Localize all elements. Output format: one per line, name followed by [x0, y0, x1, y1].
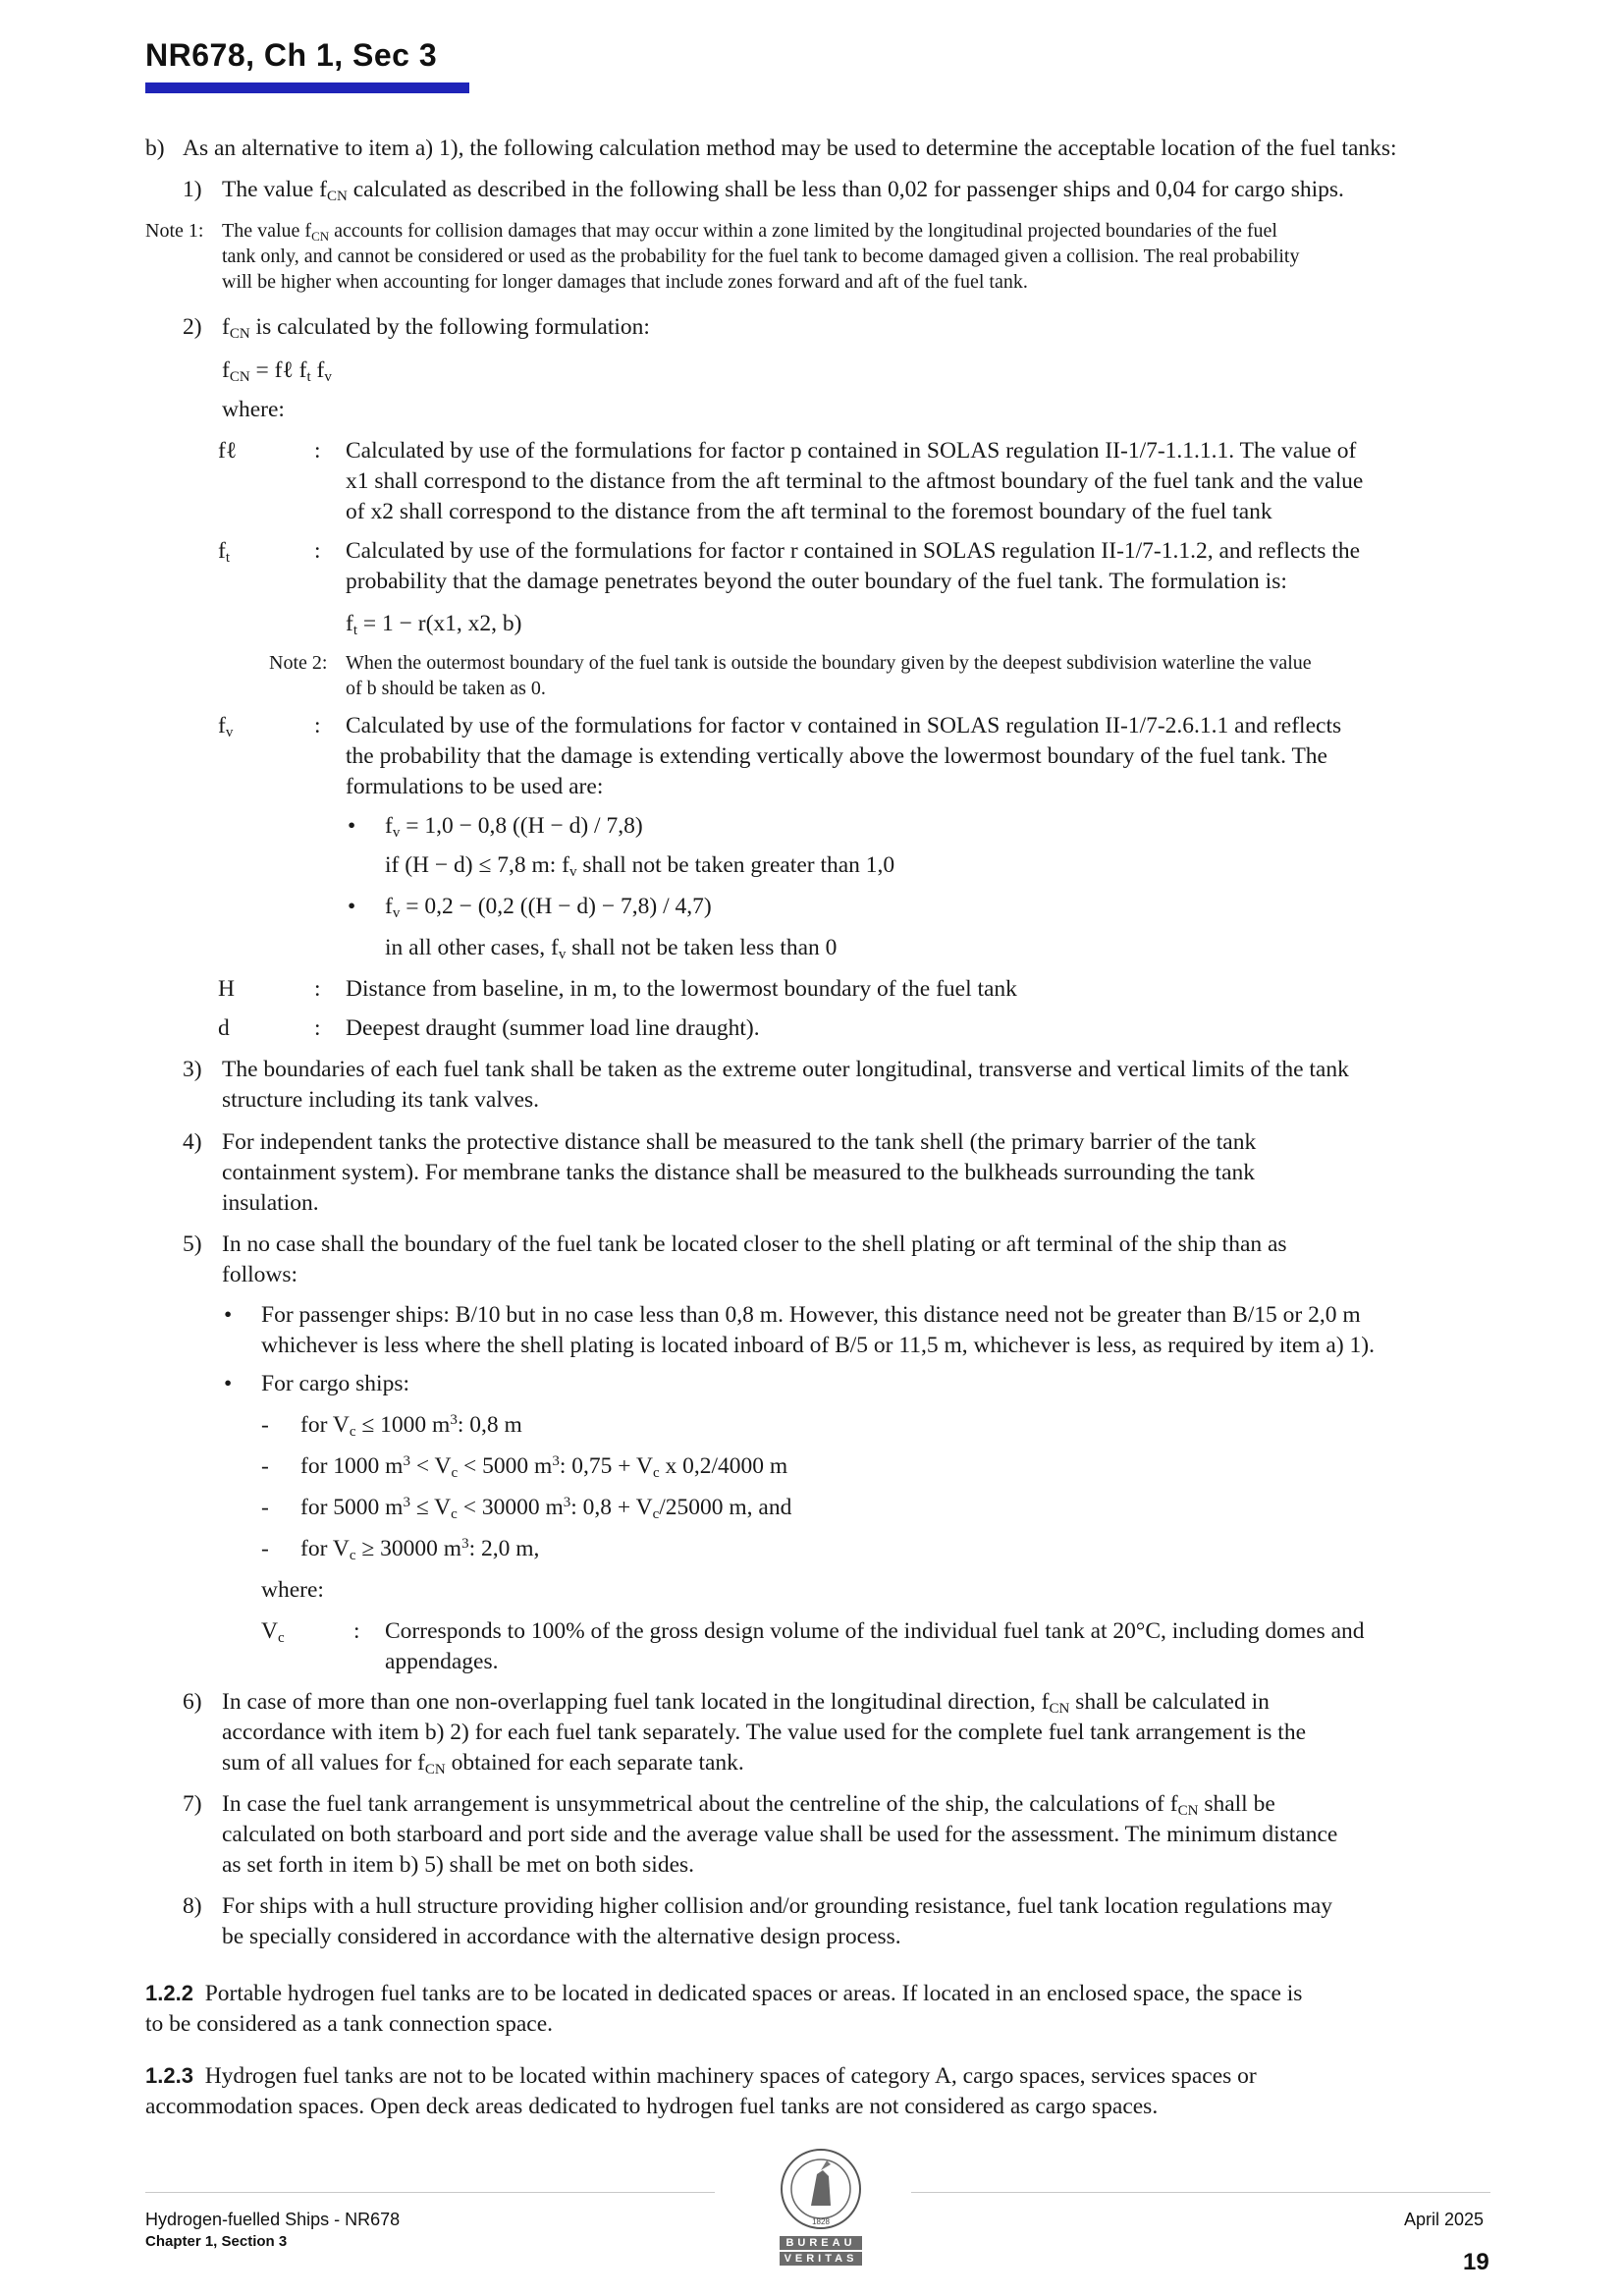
- item-7-text: In case the fuel tank arrangement is unsymmetrical about the centreline of the ship, the calculations of $f_{CN}$ shall be calculated on both starboard and port side and the average value shall be used for the assessment. The minimum distance as set forth in item b) 5) shall be met on both sides.: [222, 1791, 1338, 1878]
- item-5-text: In no case shall the boundary of the fuel tank be located closer to the shell plating or aft terminal of the ship than as follows:: [222, 1231, 1287, 1287]
- fv-formula-1: $f_v = 1,0 - 0,8$ ((H − d) / 7,8): [385, 813, 643, 841]
- def-d-text: Deepest draught (summer load line draught).: [346, 1015, 760, 1041]
- def-colon: :: [314, 538, 321, 564]
- fv-formula-2: $f_v = 0,2 - (0,2$ ((H − d) − 7,8) / 4,7): [385, 894, 712, 921]
- item-3-text: The boundaries of each fuel tank shall be taken as the extreme outer longitudinal, transverse and vertical limits of the tank structure including its tank valves.: [222, 1057, 1349, 1113]
- item-6-num: 6): [183, 1689, 202, 1715]
- def-fv-text: Calculated by use of the formulations for factor v contained in SOLAS regulation II-1/7-2.6.1.1 and reflects the probability that the damage is extending vertically above the lowermost boundary of the fuel tank. The formulations to be used are:: [346, 713, 1342, 799]
- page-header-title: NR678, Ch 1, Sec 3: [145, 37, 438, 73]
- def-colon: :: [314, 713, 321, 738]
- def-colon: :: [353, 1618, 360, 1644]
- fv-condition-1: if (H − d) ≤ 7,8 m: $f_v$ shall not be taken greater than 1,0: [385, 852, 895, 880]
- item-1-num: 1): [183, 177, 202, 202]
- footer-divider-right: [911, 2192, 1490, 2193]
- def-ft-symbol: $f_t$: [218, 538, 230, 566]
- def-colon: :: [314, 976, 321, 1002]
- item-b-text: As an alternative to item a) 1), the following calculation method may be used to determine the acceptable location of the fuel tanks:: [183, 136, 1397, 161]
- item-6-text: In case of more than one non-overlapping fuel tank located in the longitudinal direction, $f_{CN}$ shall be calculated in accordance with item b) 2) for each fuel tank separately. The value used for the complete fuel tank arrangement is the sum of all values for $f_{CN}$ obtained for each separate tank.: [222, 1689, 1307, 1777]
- cargo-rule-3: for 5000 $m^3 \le V_c < 30000$ $m^3$: $0,8 + V_c/25000$ m, and: [300, 1495, 792, 1522]
- def-fv-symbol: $f_v$: [218, 713, 234, 740]
- item-3-num: 3): [183, 1057, 202, 1082]
- seal-icon: [772, 2147, 870, 2231]
- bullet-icon: •: [224, 1371, 233, 1396]
- item-8-text: For ships with a hull structure providing higher collision and/or grounding resistance, fuel tank location regulations may be specially considered in accordance with the alternative design process.: [222, 1893, 1333, 1949]
- dash-marker: -: [261, 1453, 269, 1479]
- note-2-text: When the outermost boundary of the fuel tank is outside the boundary given by the deepest subdivision waterline the value of b should be taken as 0.: [346, 652, 1312, 699]
- def-colon: :: [314, 438, 321, 464]
- def-vc-text: Corresponds to 100% of the gross design volume of the individual fuel tank at 20°C, including domes and appendages.: [385, 1618, 1365, 1674]
- section-1-2-2: 1.2.2 Portable hydrogen fuel tanks are to be located in dedicated spaces or areas. If located in an enclosed space, the space is to be considered as a tank connection space.: [145, 1981, 1303, 2037]
- logo-wordmark-top: BUREAU: [780, 2236, 862, 2250]
- bullet-icon: •: [224, 1302, 233, 1328]
- item-5-num: 5): [183, 1231, 202, 1257]
- section-number: 1.2.2: [145, 1981, 193, 2005]
- def-fl-text: Calculated by use of the formulations for factor p contained in SOLAS regulation II-1/7-1.1.1.1. The value of x1 shall correspond to the distance from the aft terminal to the aftmost boundary of the fuel tank and the value of x2 shall correspond to the distance from the aft terminal to the foremost boundary of the fuel tank: [346, 438, 1364, 524]
- section-1-2-3: 1.2.3 Hydrogen fuel tanks are not to be located within machinery spaces of category A, cargo spaces, services spaces or accommodation spaces. Open deck areas dedicated to hydrogen fuel tanks are not considered as cargo spaces.: [145, 2063, 1257, 2119]
- page-number: 19: [1463, 2249, 1489, 2275]
- def-fl-symbol: fℓ: [218, 438, 238, 464]
- def-h-symbol: H: [218, 976, 235, 1002]
- footer-doc-title: Hydrogen-fuelled Ships - NR678: [145, 2210, 401, 2229]
- note-1-text: The value $f_{CN}$ accounts for collision damages that may occur within a zone limited by the longitudinal projected boundaries of the fuel tank only, and cannot be considered or used as the probability for the fuel tank to become damaged given a collision. The real probability will be higher when accounting for longer damages that include zones forward and aft of the fuel tank.: [222, 220, 1300, 293]
- seal-year: 1828: [812, 2217, 830, 2226]
- ft-formula: $f_t = 1 - r(x1$, x2, b): [346, 611, 522, 638]
- note-1-label: Note 1:: [145, 220, 204, 242]
- item-8-num: 8): [183, 1893, 202, 1919]
- cargo-ships-label: For cargo ships:: [261, 1371, 410, 1396]
- item-4-text: For independent tanks the protective distance shall be measured to the tank shell (the primary barrier of the tank containment system). For membrane tanks the distance shall be measured to the bulkheads surrounding the tank insulation.: [222, 1129, 1257, 1216]
- note-2-label: Note 2:: [269, 652, 328, 674]
- footer-divider-left: [145, 2192, 715, 2193]
- item-7-num: 7): [183, 1791, 202, 1817]
- dash-marker: -: [261, 1536, 269, 1561]
- where-label: where:: [222, 397, 285, 422]
- logo-wordmark-bottom: VERITAS: [780, 2252, 862, 2266]
- bullet-icon: •: [348, 894, 356, 919]
- item-4-num: 4): [183, 1129, 202, 1155]
- def-vc-symbol: $V_c$: [261, 1618, 285, 1646]
- dash-marker: -: [261, 1495, 269, 1520]
- bullet-icon: •: [348, 813, 356, 839]
- footer-chapter: Chapter 1, Section 3: [145, 2233, 288, 2250]
- fcn-formula: $f_{CN}$ = fℓ $f_t$ $f_v$: [222, 357, 332, 385]
- fv-condition-2: in all other cases, $f_v$ shall not be taken less than 0: [385, 935, 838, 962]
- cargo-rule-2: for 1000 $m^3 < V_c < 5000$ $m^3$: $0,75 + V_c$ x 0,2/4000 m: [300, 1453, 788, 1481]
- def-d-symbol: d: [218, 1015, 230, 1041]
- cargo-rule-1: for $V_c \le 1000$ $m^3$: 0,8 m: [300, 1412, 522, 1440]
- header-accent-bar: [145, 82, 469, 93]
- def-ft-text: Calculated by use of the formulations for factor r contained in SOLAS regulation II-1/7-1.1.2, and reflects the probability that the damage penetrates beyond the outer boundary of the fuel tank. The formulation is:: [346, 538, 1361, 594]
- dash-marker: -: [261, 1412, 269, 1438]
- passenger-ships-text: For passenger ships: B/10 but in no case less than 0,8 m. However, this distance need not be greater than B/15 or 2,0 m whichever is less where the shell plating is located inboard of B/5 or 11,5 m, whichever is less, as required by item a) 1).: [261, 1302, 1376, 1358]
- item-b-label: b): [145, 136, 165, 161]
- cargo-rule-4: for $V_c \ge 30000$ $m^3$: 2,0 m,: [300, 1536, 540, 1563]
- item-2-text: $f_{CN}$ is calculated by the following formulation:: [222, 314, 650, 342]
- bureau-veritas-logo: [772, 2147, 870, 2265]
- where-label: where:: [261, 1577, 324, 1603]
- footer-date: April 2025: [1404, 2210, 1485, 2229]
- def-h-text: Distance from baseline, in m, to the lowermost boundary of the fuel tank: [346, 976, 1017, 1002]
- section-number: 1.2.3: [145, 2063, 193, 2088]
- item-2-num: 2): [183, 314, 202, 340]
- def-colon: :: [314, 1015, 321, 1041]
- item-1-text: The value $f_{CN}$ calculated as described in the following shall be less than 0,02 for passenger ships and 0,04 for cargo ships.: [222, 177, 1344, 204]
